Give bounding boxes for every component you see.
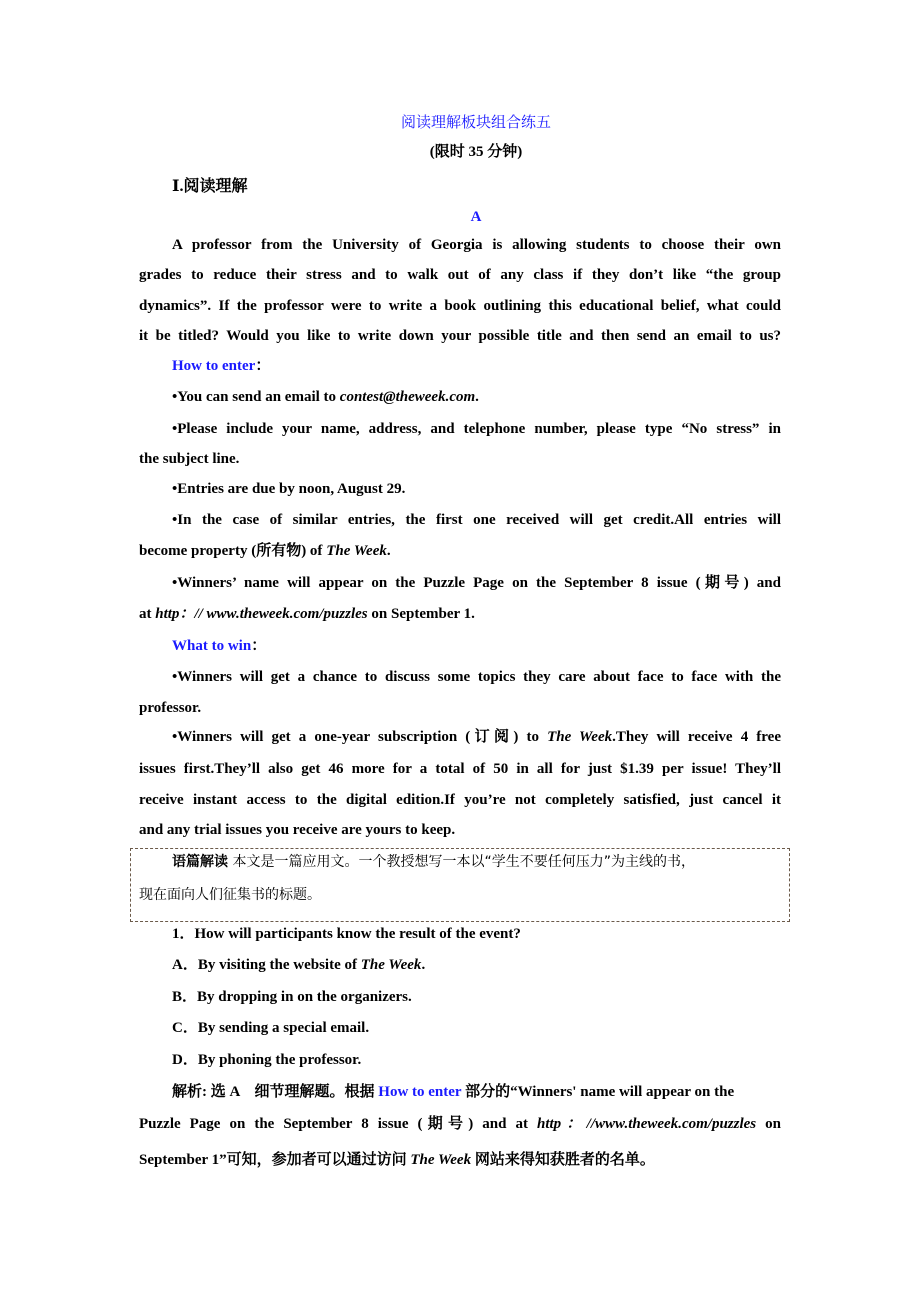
url-link[interactable]: http	[155, 606, 180, 622]
analysis-line	[172, 1081, 785, 1103]
text: on September 1.	[367, 606, 475, 622]
question-stem: 1．How will participants know the result of the event?	[172, 926, 521, 942]
text: on	[756, 1116, 781, 1132]
bullet-line: •Winners’ name will appear on the Puzzle Page on the September 8 issue (期号) and	[172, 575, 781, 591]
paragraph-line: grades to reduce their stress and to walk out of any class if they don’t like “the group	[139, 267, 781, 283]
bullet-line	[139, 540, 781, 562]
option-a	[172, 954, 781, 976]
passage-label: A	[470, 209, 482, 225]
option-c: C．By sending a special email.	[172, 1020, 370, 1036]
analysis-label: 解析	[172, 1084, 203, 1100]
text: A．By visiting the website of	[172, 957, 361, 973]
heading-text: How to enter	[172, 358, 256, 374]
option-b: B．By dropping in on the organizers.	[172, 989, 412, 1005]
bullet-line: receive instant access to the digital edition.If you’re not completely satisfied, just cancel it	[139, 792, 781, 808]
analysis-line	[139, 1149, 781, 1171]
bullet-line	[172, 726, 781, 748]
text: 网站来得知获胜者的名单。	[471, 1152, 655, 1168]
url-link[interactable]: http：//www.theweek.com/puzzles	[537, 1116, 757, 1132]
text: become property (所有物) of	[139, 543, 327, 559]
bullet-line: issues first.They’ll also get 46 more for a total of 50 in all for just $1.39 per issue! They’ll	[139, 761, 781, 777]
text: 部分的“Winners' name will appear on the	[461, 1084, 735, 1100]
bullet-line: the subject line.	[139, 451, 240, 467]
bullet-line: •Winners will get a chance to discuss some topics they care about face to face with the	[172, 669, 781, 685]
text: The Week	[360, 957, 422, 973]
bullet-line: •In the case of similar entries, the first one received will get credit.All entries will	[172, 512, 781, 528]
bullet-line	[139, 603, 781, 625]
what-to-win-heading	[172, 635, 781, 657]
text: The Week	[410, 1152, 472, 1168]
paragraph-line: A professor from the University of Georgia is allowing students to choose their own	[172, 237, 781, 253]
text: : 选 A 细节理解题。根据	[202, 1084, 379, 1100]
text: .	[475, 389, 479, 405]
colon: ：	[255, 358, 271, 374]
heading-text: What to win	[172, 638, 252, 654]
time-limit: (限时 35 分钟)	[429, 144, 523, 160]
bullet-line: professor.	[139, 700, 202, 716]
option-d: D．By phoning the professor.	[172, 1052, 362, 1068]
summary-line	[172, 851, 788, 873]
paragraph-line: it be titled? Would you like to write down your possible title and then send an email to us?	[139, 328, 781, 344]
text: at	[139, 606, 156, 622]
url-link[interactable]: ：// www.theweek.com/puzzles	[179, 606, 368, 622]
text: .They will receive 4 free	[612, 729, 781, 745]
text: •You can send an email to	[172, 389, 340, 405]
text: How to enter	[378, 1084, 462, 1100]
analysis-line	[139, 1113, 781, 1135]
bullet-line: •Entries are due by noon, August 29.	[172, 481, 406, 497]
summary-line: 现在面向人们征集书的标题。	[139, 887, 321, 903]
paragraph-line: dynamics”. If the professor were to write a book outlining this educational belief, what could	[139, 298, 781, 314]
summary-label: 语篇解读	[172, 854, 228, 870]
text: The Week	[547, 729, 613, 745]
text: .	[421, 957, 426, 973]
email-link[interactable]: contest@theweek.com	[339, 389, 476, 405]
bullet-line: and any trial issues you receive are yours to keep.	[139, 822, 456, 838]
text: Puzzle Page on the September 8 issue (期号) and at	[139, 1116, 537, 1132]
text: •Winners will get a one-year subscription (订阅) to	[172, 729, 548, 745]
colon: ：	[251, 638, 267, 654]
text: The Week	[326, 543, 387, 559]
bullet-email	[172, 386, 781, 408]
text: .	[386, 543, 391, 559]
how-to-enter-heading	[172, 355, 781, 377]
text: 本文是一篇应用文。一个教授想写一本以“学生不要任何压力”为主线的书，	[228, 854, 695, 870]
text: September 1”可知，参加者可以通过访问	[139, 1152, 411, 1168]
page-title: 阅读理解板块组合练五	[400, 113, 551, 131]
section-heading: Ⅰ.阅读理解	[172, 178, 248, 195]
bullet-line: •Please include your name, address, and telephone number, please type “No stress” in	[172, 421, 781, 437]
